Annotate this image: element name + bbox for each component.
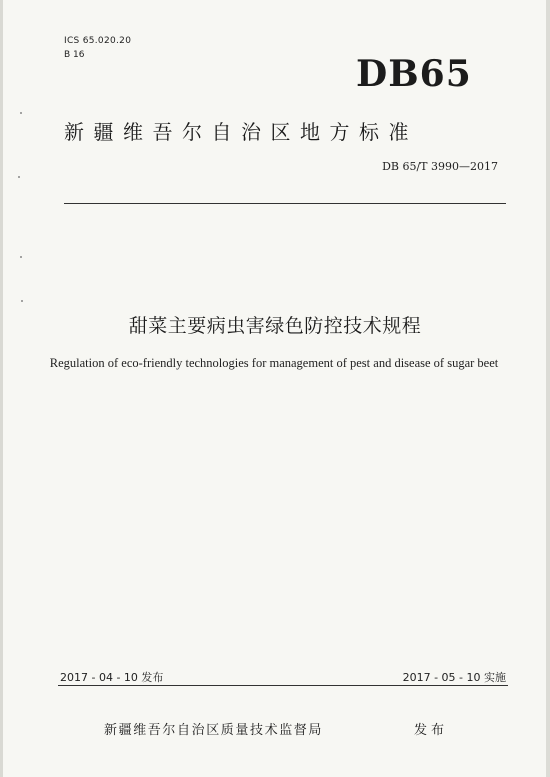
- scan-speck: [18, 176, 20, 178]
- document-title-chinese: 甜菜主要病虫害绿色防控技术规程: [128, 315, 422, 337]
- document-title-english: Regulation of eco-friendly technologies for management of pest and disease of sugar beet: [49, 356, 499, 370]
- footer-divider: [58, 685, 508, 686]
- implementation-date: 2017 - 05 - 10 实施: [402, 671, 506, 684]
- scan-speck: [20, 112, 22, 114]
- standard-logo: DB65: [356, 53, 472, 95]
- publish-date: 2017 - 04 - 10 发布: [60, 671, 164, 684]
- standard-type-heading: 新疆维吾尔自治区地方标准: [64, 120, 418, 144]
- ics-code: ICS 65.020.20: [64, 36, 132, 46]
- scan-edge-left: [0, 0, 3, 777]
- scan-edge-right: [546, 0, 550, 777]
- scan-speck: [20, 256, 22, 258]
- issue-label: 发布: [414, 723, 449, 738]
- standard-number: DB 65/T 3990—2017: [382, 160, 498, 173]
- classification-code: B 16: [64, 50, 85, 60]
- scan-speck: [21, 300, 23, 302]
- header-divider: [64, 203, 506, 204]
- issuing-authority: 新疆维吾尔自治区质量技术监督局: [104, 723, 324, 738]
